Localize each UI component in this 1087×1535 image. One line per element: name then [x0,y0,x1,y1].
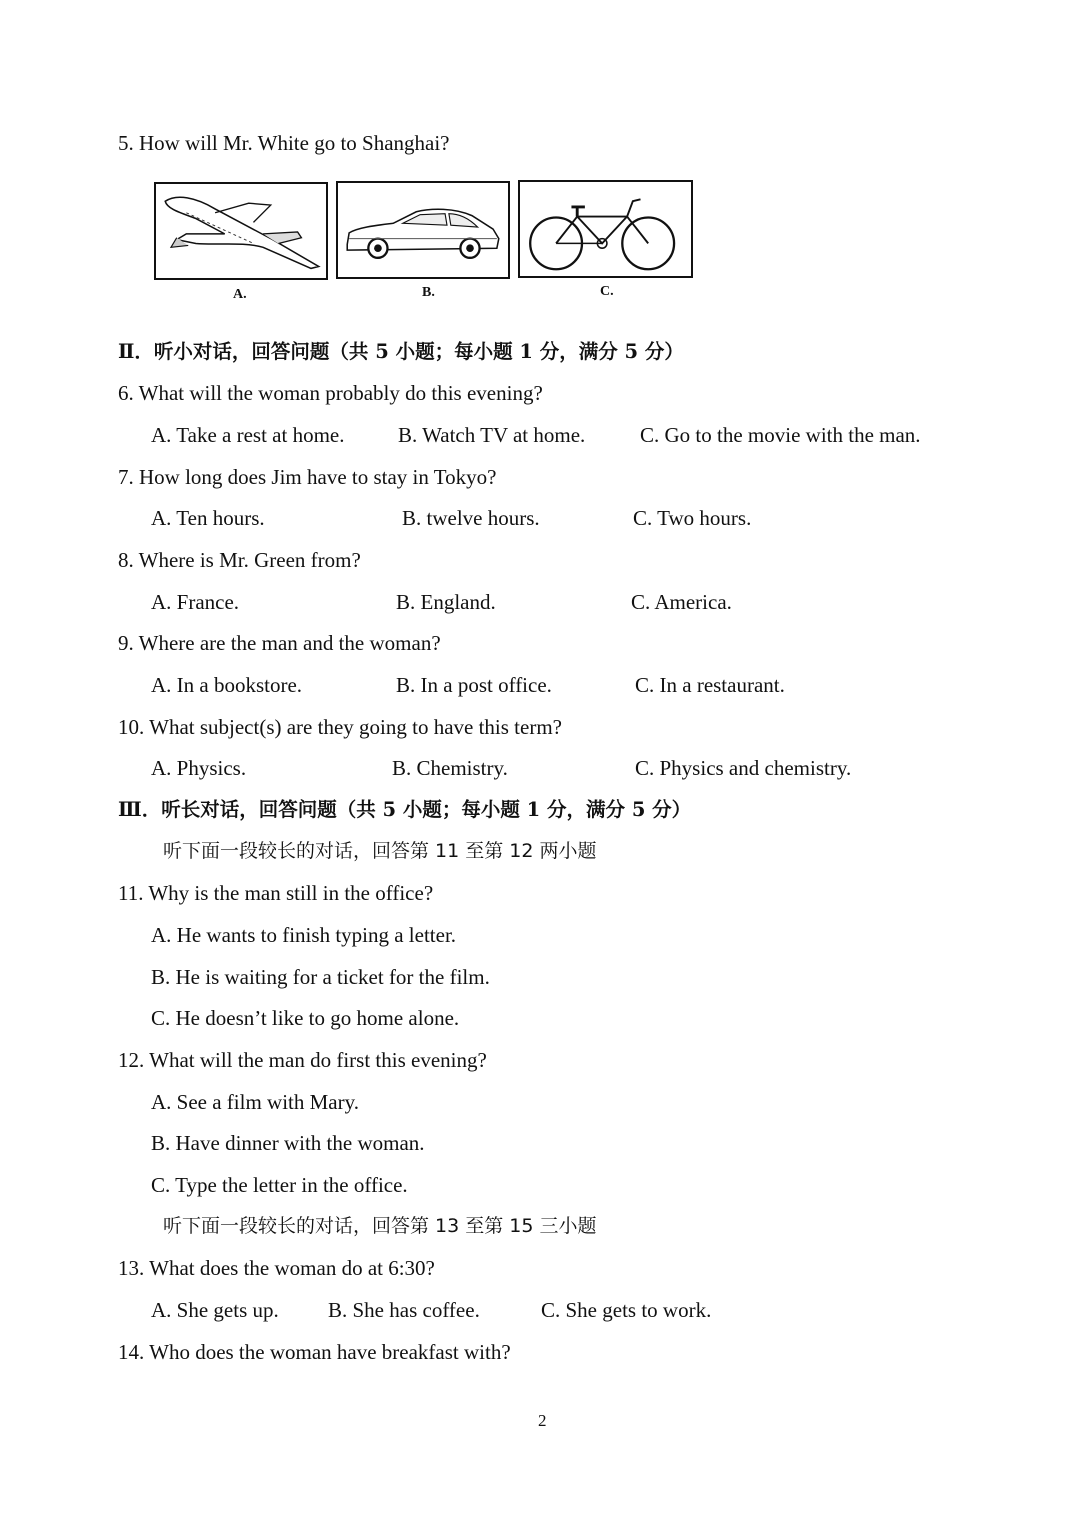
question-14: 14. Who does the woman have breakfast with? [118,1340,511,1364]
car-icon [338,183,508,277]
question-11: 11. Why is the man still in the office? [118,881,434,905]
section-2-heading: Ⅱ．听小对话，回答问题（共 5 小题；每小题 1 分，满分 5 分） [118,340,684,363]
q10-option-a: A. Physics. [151,756,247,780]
q10-option-b: B. Chemistry. [392,756,508,780]
q7-option-c: C. Two hours. [633,506,752,530]
q8-option-c: C. America. [631,590,732,614]
q10-option-c: C. Physics and chemistry. [635,756,852,780]
airplane-icon [156,184,326,278]
q13-option-a: A. She gets up. [151,1298,279,1322]
q7-option-a: A. Ten hours. [151,506,265,530]
q11-option-c: C. He doesn’t like to go home alone. [151,1006,460,1030]
q12-option-b: B. Have dinner with the woman. [151,1131,425,1155]
question-8: 8. Where is Mr. Green from? [118,548,361,572]
q8-option-a: A. France. [151,590,240,614]
q12-option-c: C. Type the letter in the office. [151,1173,408,1197]
q6-option-c: C. Go to the movie with the man. [640,423,921,447]
dialogue-note-1: 听下面一段较长的对话，回答第 11 至第 12 两小题 [163,840,597,862]
q9-option-c: C. In a restaurant. [635,673,785,697]
question-13: 13. What does the woman do at 6:30? [118,1256,435,1280]
section-3-heading: Ⅲ．听长对话，回答问题（共 5 小题；每小题 1 分，满分 5 分） [118,798,692,821]
option-label-c: C. [600,284,614,299]
q13-option-b: B. She has coffee. [328,1298,480,1322]
car-picture [336,181,510,279]
q8-option-b: B. England. [396,590,496,614]
bicycle-picture [518,180,693,278]
q11-option-b: B. He is waiting for a ticket for the film. [151,965,490,989]
q11-option-a: A. He wants to finish typing a letter. [151,923,457,947]
page-number: 2 [538,1411,547,1430]
question-12: 12. What will the man do first this evening? [118,1048,487,1072]
question-10: 10. What subject(s) are they going to have this term? [118,715,562,739]
option-label-a: A. [233,287,247,302]
question-9: 9. Where are the man and the woman? [118,631,441,655]
question-5: 5. How will Mr. White go to Shanghai? [118,131,450,155]
dialogue-note-2: 听下面一段较长的对话，回答第 13 至第 15 三小题 [163,1215,597,1237]
q13-option-c: C. She gets to work. [541,1298,712,1322]
q12-option-a: A. See a film with Mary. [151,1090,360,1114]
q6-option-b: B. Watch TV at home. [398,423,586,447]
question-7: 7. How long does Jim have to stay in Tokyo? [118,465,497,489]
q7-option-b: B. twelve hours. [402,506,540,530]
option-label-b: B. [422,285,435,300]
q6-option-a: A. Take a rest at home. [151,423,345,447]
bicycle-icon [520,182,691,276]
airplane-picture [154,182,328,280]
question-6: 6. What will the woman probably do this evening? [118,381,543,405]
q9-option-b: B. In a post office. [396,673,552,697]
q9-option-a: A. In a bookstore. [151,673,303,697]
